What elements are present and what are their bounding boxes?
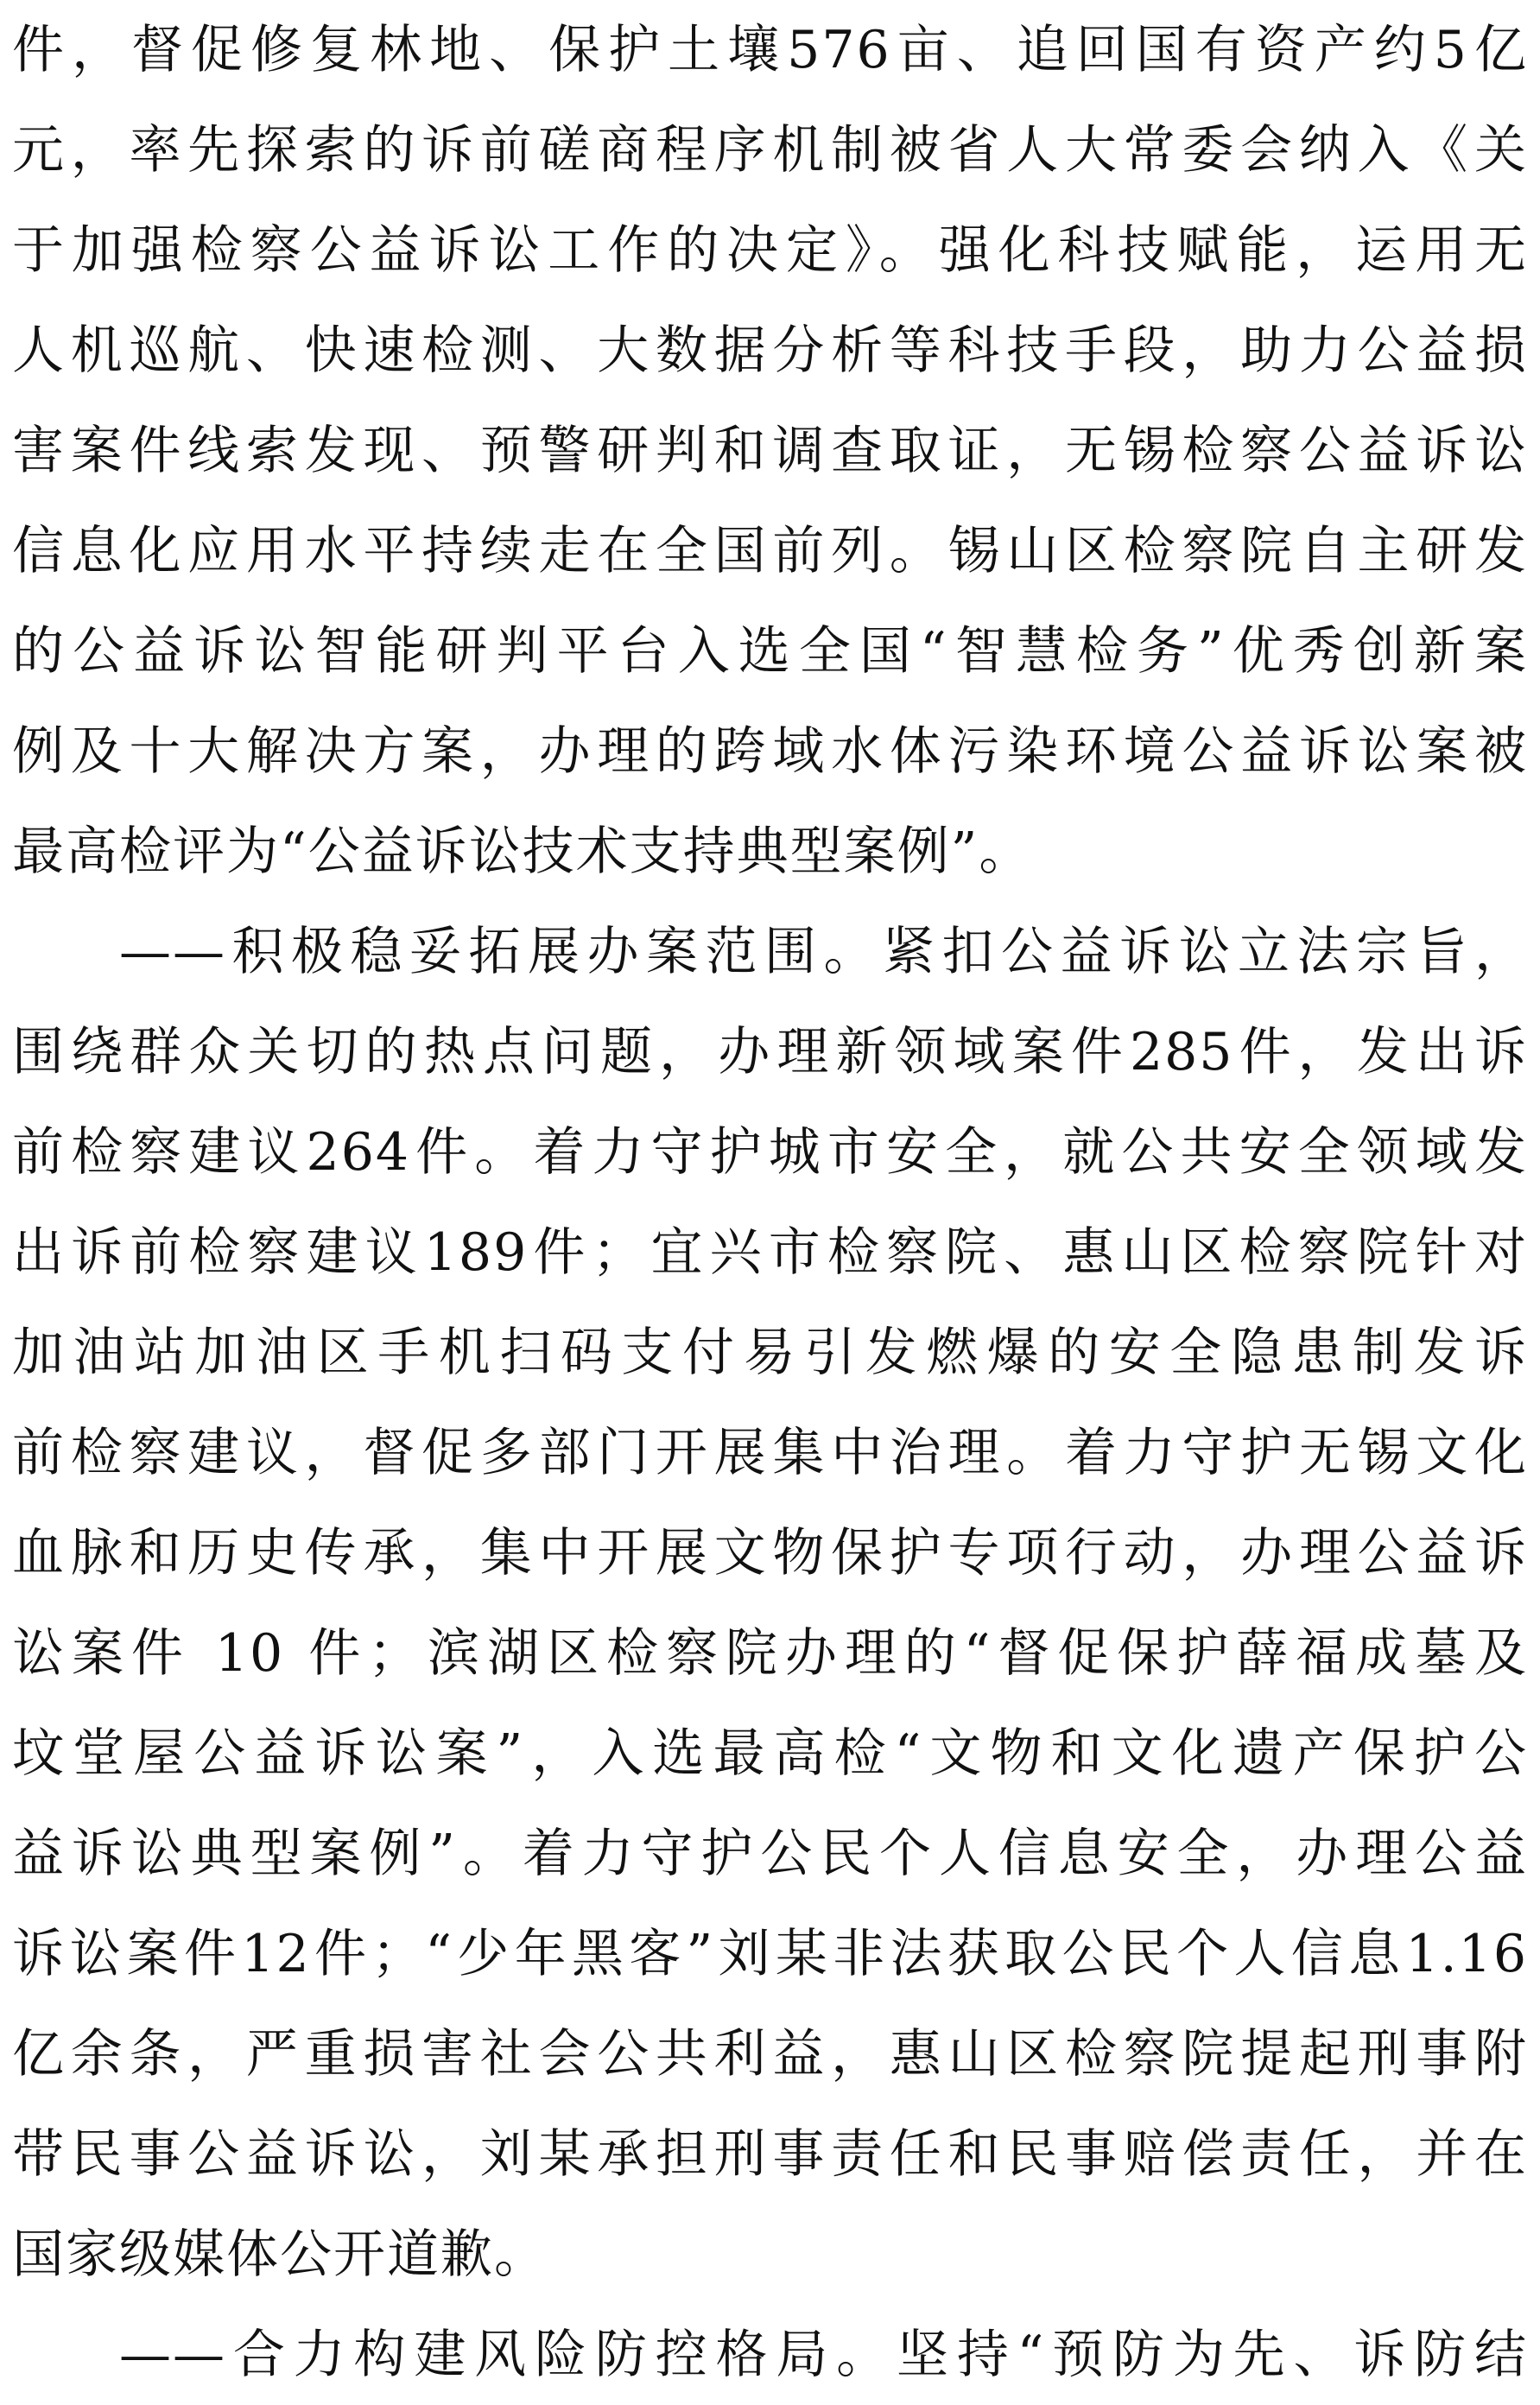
body-line: 坟堂屋公益诉讼案”，入选最高检“文物和文化遗产保护公 xyxy=(12,1723,1528,1784)
document-body xyxy=(12,0,1528,2405)
body-line: 围绕群众关切的热点问题，办理新领域案件285件，发出诉 xyxy=(12,1022,1528,1082)
body-line: 人机巡航、快速检测、大数据分析等科技手段，助力公益损 xyxy=(12,320,1528,381)
body-line: 亿余条，严重损害社会公共利益，惠山区检察院提起刑事附 xyxy=(12,2024,1528,2085)
body-line: 于加强检察公益诉讼工作的决定》。强化科技赋能，运用无 xyxy=(12,220,1528,281)
body-line: 信息化应用水平持续走在全国前列。锡山区检察院自主研发 xyxy=(12,521,1528,581)
body-line: 最高检评为“公益诉讼技术支持典型案例”。 xyxy=(12,822,1033,882)
paragraph-first-line: ——合力构建风险防控格局。坚持“预防为先、诉防结 xyxy=(119,2325,1528,2385)
paragraph-first-line: ——积极稳妥拓展办案范围。紧扣公益诉讼立法宗旨， xyxy=(119,922,1528,982)
body-line: 加油站加油区手机扫码支付易引发燃爆的安全隐患制发诉 xyxy=(12,1323,1528,1383)
body-line: 讼案件 10 件；滨湖区检察院办理的“督促保护薛福成墓及 xyxy=(12,1623,1528,1684)
body-line: 的公益诉讼智能研判平台入选全国“智慧检务”优秀创新案 xyxy=(12,621,1528,682)
body-line: 带民事公益诉讼，刘某承担刑事责任和民事赔偿责任，并在 xyxy=(12,2124,1528,2185)
body-line: 元，率先探索的诉前磋商程序机制被省人大常委会纳入《关 xyxy=(12,120,1528,181)
body-line: 益诉讼典型案例”。着力守护公民个人信息安全，办理公益 xyxy=(12,1824,1528,1884)
body-line: 诉讼案件12件；“少年黑客”刘某非法获取公民个人信息1.16 xyxy=(12,1924,1528,1984)
body-line: 害案件线索发现、预警研判和调查取证，无锡检察公益诉讼 xyxy=(12,421,1528,481)
body-line: 例及十大解决方案，办理的跨域水体污染环境公益诉讼案被 xyxy=(12,721,1528,782)
body-line: 血脉和历史传承，集中开展文物保护专项行动，办理公益诉 xyxy=(12,1523,1528,1583)
body-line: 出诉前检察建议189件；宜兴市检察院、惠山区检察院针对 xyxy=(12,1222,1528,1283)
body-line: 前检察建议，督促多部门开展集中治理。着力守护无锡文化 xyxy=(12,1423,1528,1483)
body-line: 前检察建议264件。着力守护城市安全，就公共安全领域发 xyxy=(12,1122,1528,1183)
body-line: 件，督促修复林地、保护土壤576亩、追回国有资产约5亿 xyxy=(12,20,1528,80)
body-line: 国家级媒体公开道歉。 xyxy=(12,2224,548,2285)
